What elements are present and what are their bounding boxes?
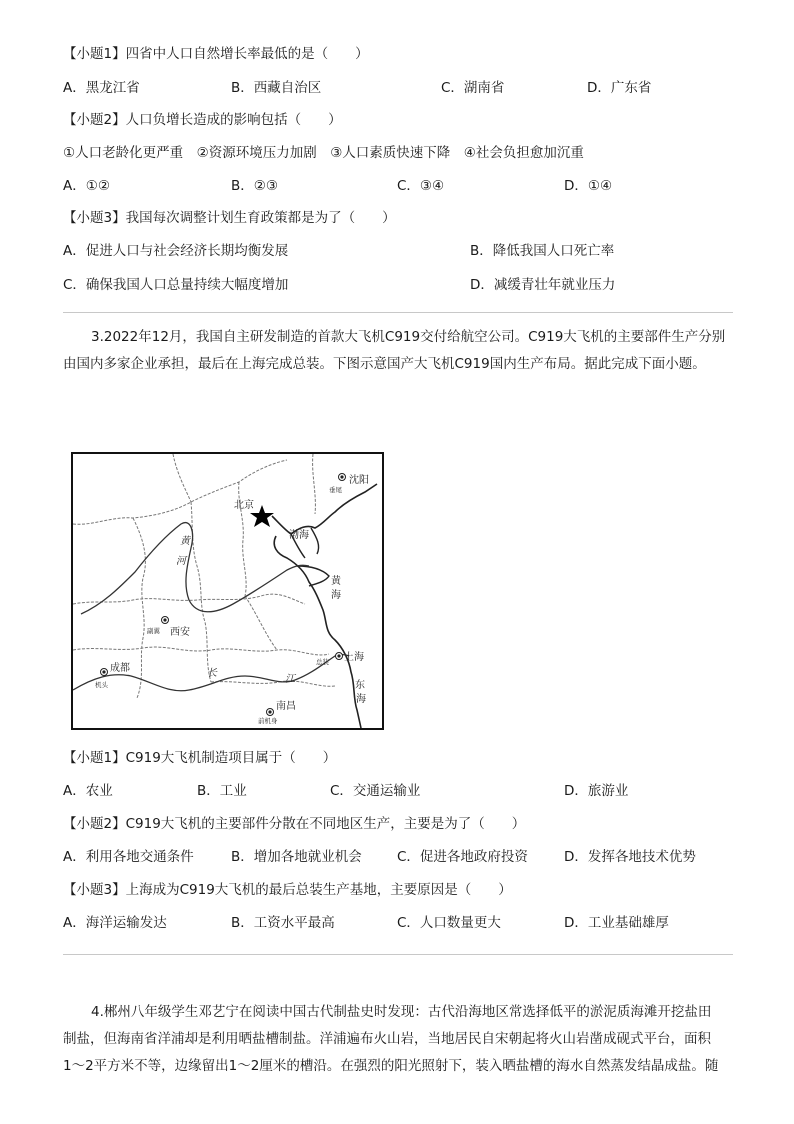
label-xian-part: 副翼 [147,627,160,635]
s3-q2-stem: 【小题2】C919大飞机的主要部件分散在不同地区生产，主要是为了（ ） [63,816,526,832]
s3-q3-option-a[interactable]: A．海洋运输发达 [63,915,167,931]
label-shanghai-part: 总装 [316,658,329,666]
s3-intro-line1: 3.2022年12月，我国自主研发制造的首款大飞机C919交付给航空公司。C919大飞机的主要部件生产分别 [91,329,726,345]
china-map-svg [73,454,382,728]
s3-q2-option-b[interactable]: B．增加各地就业机会 [231,849,362,865]
s2-q1-option-a[interactable]: A．黑龙江省 [63,80,140,96]
label-shenyang-part: 垂尾 [329,486,342,494]
label-chengdu: 成都 [110,663,130,674]
s3-q2-option-a[interactable]: A．利用各地交通条件 [63,849,194,865]
s3-q1-option-a[interactable]: A．农业 [63,783,113,799]
label-yangtze-1: 长 [207,668,217,679]
s2-q2-option-a[interactable]: A．①② [63,178,110,194]
s3-intro [63,324,735,378]
label-bohai: 渤海 [289,530,309,541]
section-divider-2 [63,954,733,955]
s4-line1: 4.郴州八年级学生邓艺宁在阅读中国古代制盐史时发现：古代沿海地区常选择低平的淤泥质海滩开挖盐田 [91,1004,712,1020]
section-divider [63,312,733,313]
s2-q2-option-c[interactable]: C．③④ [397,178,445,194]
label-donghai-2: 海 [356,694,366,705]
s3-q2-option-c[interactable]: C．促进各地政府投资 [397,849,528,865]
label-yellow-river-2: 河 [176,556,186,567]
s3-q1-stem: 【小题1】C919大飞机制造项目属于（ ） [63,750,337,766]
s3-q3-option-d[interactable]: D．工业基础雄厚 [564,915,669,931]
s2-q1-stem: 【小题1】四省中人口自然增长率最低的是（ ） [63,46,369,62]
s3-q3-stem: 【小题3】上海成为C919大飞机的最后总装生产基地，主要原因是（ ） [63,882,512,898]
s2-q2-stem: 【小题2】人口负增长造成的影响包括（ ） [63,112,342,128]
s4-passage [63,999,735,1080]
province-borders [73,454,335,698]
label-xian: 西安 [170,627,190,638]
label-donghai-1: 东 [355,680,365,691]
s2-q3-option-b[interactable]: B．降低我国人口死亡率 [470,243,615,259]
s2-q1-option-d[interactable]: D．广东省 [587,80,652,96]
city-shenyang [329,473,369,494]
s4-line2: 制盐，但海南省洋浦却是利用晒盐槽制盐。洋浦遍布火山岩，当地居民自宋朝起将火山岩凿成砚式平台，面积 [63,1031,711,1047]
s4-line3: 1～2平方米不等，边缘留出1～2厘米的槽沿。在强烈的阳光照射下，装入晒盐槽的海水自然蒸发结晶成盐。随 [63,1058,719,1074]
s3-q3-option-b[interactable]: B．工资水平最高 [231,915,335,931]
label-huanghai-2: 海 [331,590,341,601]
s3-q1-option-b[interactable]: B．工业 [197,783,247,799]
s3-q1-option-d[interactable]: D．旅游业 [564,783,629,799]
label-yangtze-2: 江 [285,674,295,685]
s2-q3-stem: 【小题3】我国每次调整计划生育政策都是为了（ ） [63,210,396,226]
s3-q1-option-c[interactable]: C．交通运输业 [330,783,421,799]
label-chengdu-part: 机头 [95,681,108,689]
city-shanghai [316,650,364,666]
c919-production-map [71,452,384,730]
s3-q3-option-c[interactable]: C．人口数量更大 [397,915,501,931]
s3-intro-line2: 由国内多家企业承担，最后在上海完成总装。下图示意国产大飞机C919国内生产布局。据此完成下面小题。 [63,356,706,372]
label-nanchang-part: 前机身 [258,717,278,725]
label-nanchang: 南昌 [276,701,296,712]
s2-q1-option-c[interactable]: C．湖南省 [441,80,505,96]
s2-q3-option-c[interactable]: C．确保我国人口总量持续大幅度增加 [63,277,289,293]
s2-q2-option-d[interactable]: D．①④ [564,178,613,194]
label-shenyang: 沈阳 [349,475,369,486]
label-shanghai: 上海 [344,652,364,663]
s2-q2-items: ①人口老龄化更严重 ②资源环境压力加剧 ③人口素质快速下降 ④社会负担愈加沉重 [63,145,584,161]
city-xian [147,617,190,639]
coastline [272,484,377,728]
s2-q1-option-b[interactable]: B．西藏自治区 [231,80,322,96]
label-huanghai-1: 黄 [331,576,341,587]
label-yellow-river-1: 黄 [180,536,190,547]
s2-q3-option-a[interactable]: A．促进人口与社会经济长期均衡发展 [63,243,289,259]
s2-q2-option-b[interactable]: B．②③ [231,178,278,194]
s2-q3-option-d[interactable]: D．减缓青壮年就业压力 [470,277,616,293]
s3-q2-option-d[interactable]: D．发挥各地技术优势 [564,849,696,865]
city-nanchang [258,699,296,725]
label-beijing: 北京 [234,500,254,511]
